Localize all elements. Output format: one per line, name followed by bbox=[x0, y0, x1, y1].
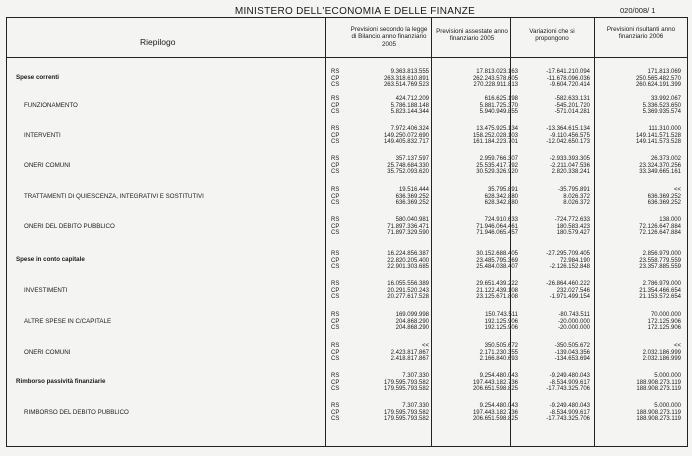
row-code: CP bbox=[331, 132, 340, 139]
value-line: 33.992.067 bbox=[650, 96, 681, 102]
value-line: -8.534.909.617 bbox=[549, 379, 590, 386]
row-codes bbox=[331, 126, 345, 146]
value-line: 8.026.372 bbox=[563, 193, 590, 200]
value-line: 23.125.671.808 bbox=[476, 294, 518, 301]
value-line: 19.516.444 bbox=[398, 187, 429, 193]
row-code: RS bbox=[331, 281, 340, 287]
value-cell-c2 bbox=[434, 156, 518, 176]
value-line: 2.418.817.867 bbox=[390, 356, 429, 363]
value-line: << bbox=[673, 343, 681, 349]
value-line: 21.153.572.654 bbox=[639, 294, 681, 301]
row-label: ONERI DEL DEBITO PUBBLICO bbox=[24, 223, 115, 230]
value-cell-c3 bbox=[520, 156, 590, 176]
value-cell-c2 bbox=[434, 69, 518, 89]
value-line: 192.125.906 bbox=[484, 325, 518, 332]
value-line: -9.249.480.043 bbox=[549, 403, 590, 409]
value-line: 17.813.023.163 bbox=[476, 69, 518, 75]
value-line: -9.110.456.575 bbox=[550, 132, 590, 139]
value-line: 149.250.072.690 bbox=[383, 132, 429, 139]
value-line: 2.032.186.999 bbox=[642, 349, 681, 356]
value-line: -134.653.694 bbox=[554, 356, 590, 363]
value-line: -2.211.047.536 bbox=[550, 162, 590, 169]
value-cell-c1 bbox=[346, 312, 429, 332]
value-line: -571.014.281 bbox=[554, 109, 590, 116]
value-line: 72.126.647.884 bbox=[639, 223, 681, 230]
value-line: -13.364.615.134 bbox=[546, 126, 590, 132]
value-cell-c4 bbox=[596, 126, 681, 146]
value-cell-c4 bbox=[596, 281, 681, 301]
value-line: 8.026.372 bbox=[563, 200, 590, 207]
column-header-previsioni-assestate: Previsioni assestate anno finanziario 2005 bbox=[436, 28, 508, 43]
value-cell-c3 bbox=[520, 403, 590, 423]
value-cell-c3 bbox=[520, 69, 590, 89]
value-cell-c1 bbox=[346, 403, 429, 423]
value-line: -8.534.909.617 bbox=[549, 409, 590, 416]
value-line: 263.514.769.523 bbox=[383, 82, 429, 89]
header-divider bbox=[6, 57, 688, 58]
value-line: 206.651.598.825 bbox=[472, 386, 518, 393]
value-line: 188.908.273.119 bbox=[636, 409, 681, 416]
row-code: CS bbox=[331, 200, 340, 207]
value-line: 9.363.813.555 bbox=[390, 69, 429, 75]
value-line: 628.342.880 bbox=[484, 200, 518, 207]
row-label: ONERI COMUNI bbox=[24, 162, 71, 169]
value-line: -1.971.499.154 bbox=[549, 294, 590, 301]
value-line: 232.027.546 bbox=[556, 287, 590, 294]
value-line: 2.856.979.000 bbox=[642, 251, 681, 257]
value-line: 21.122.439.108 bbox=[476, 287, 518, 294]
row-code: RS bbox=[331, 69, 340, 75]
column-divider-1 bbox=[325, 17, 326, 447]
value-line: 149.141.571.528 bbox=[635, 132, 681, 139]
row-codes bbox=[331, 187, 345, 207]
value-line: 197.443.182.736 bbox=[472, 409, 518, 416]
value-line: 30.529.326.920 bbox=[476, 169, 518, 176]
value-line: 171.813.069 bbox=[647, 69, 681, 75]
row-code: CS bbox=[331, 169, 340, 176]
row-code: CS bbox=[331, 386, 340, 393]
row-codes bbox=[331, 251, 345, 271]
value-line: 26.373.002 bbox=[650, 156, 681, 162]
row-label: Spese correnti bbox=[16, 74, 59, 81]
value-line: 616.625.198 bbox=[484, 96, 518, 102]
value-line: -2.126.152.848 bbox=[549, 264, 590, 271]
value-line: 33.349.665.161 bbox=[639, 169, 681, 176]
value-line: 20.277.617.528 bbox=[387, 294, 429, 301]
value-line: 111.310.000 bbox=[648, 126, 681, 132]
value-cell-c1 bbox=[346, 251, 429, 271]
value-cell-c4 bbox=[596, 187, 681, 207]
row-code: CS bbox=[331, 264, 340, 271]
value-line: 270.228.911.813 bbox=[473, 82, 518, 89]
row-code: RS bbox=[331, 126, 340, 132]
value-cell-c3 bbox=[520, 251, 590, 271]
row-codes bbox=[331, 156, 345, 176]
row-code: CS bbox=[331, 82, 340, 89]
value-line: 628.342.880 bbox=[484, 193, 518, 200]
value-line: 188.908.273.119 bbox=[636, 379, 681, 386]
value-line: 158.252.028.103 bbox=[472, 132, 518, 139]
value-line: 5.369.935.574 bbox=[642, 109, 681, 116]
row-code: CP bbox=[331, 379, 340, 386]
value-cell-c1 bbox=[346, 373, 429, 393]
value-line: 636.369.252 bbox=[647, 200, 681, 207]
value-line: 204.868.290 bbox=[395, 325, 429, 332]
row-code: RS bbox=[331, 343, 340, 349]
value-line: -545.201.720 bbox=[554, 102, 590, 109]
value-line: 71.946.064.461 bbox=[476, 223, 518, 230]
value-line: 72.984.190 bbox=[559, 257, 590, 264]
value-cell-c1 bbox=[346, 156, 429, 176]
value-line: 5.786.188.148 bbox=[390, 102, 429, 109]
value-line: 172.125.906 bbox=[647, 325, 681, 332]
value-line: 350.505.672 bbox=[484, 343, 518, 349]
value-line: 21.354.466.654 bbox=[639, 287, 681, 294]
row-codes bbox=[331, 343, 345, 363]
value-line: 22.820.205.400 bbox=[387, 257, 429, 264]
column-divider-4 bbox=[594, 17, 595, 447]
value-cell-c3 bbox=[520, 217, 590, 237]
value-line: 35.752.093.620 bbox=[387, 169, 429, 176]
row-code: CS bbox=[331, 139, 340, 146]
value-line: 2.032.186.999 bbox=[642, 356, 681, 363]
row-code: CS bbox=[331, 325, 340, 332]
value-cell-c1 bbox=[346, 217, 429, 237]
value-line: 204.868.290 bbox=[395, 318, 429, 325]
value-line: 70.000.000 bbox=[650, 312, 681, 318]
row-codes bbox=[331, 96, 345, 116]
row-code: CP bbox=[331, 75, 340, 82]
value-cell-c2 bbox=[434, 281, 518, 301]
value-line: 30.152.688.405 bbox=[476, 251, 518, 257]
row-code: CS bbox=[331, 230, 340, 237]
value-line: 262.243.578.605 bbox=[472, 75, 518, 82]
row-code: CP bbox=[331, 223, 340, 230]
value-line: 580.040.981 bbox=[395, 217, 429, 223]
value-line: 2.171.230.355 bbox=[479, 349, 518, 356]
value-line: -2.933.393.305 bbox=[549, 156, 590, 162]
value-line: 25.748.684.330 bbox=[387, 162, 429, 169]
value-line: 25.484.038.407 bbox=[476, 264, 518, 271]
column-divider-2 bbox=[431, 17, 432, 447]
value-line: -26.864.460.222 bbox=[546, 281, 590, 287]
value-line: 71.946.065.457 bbox=[476, 230, 518, 237]
value-cell-c3 bbox=[520, 96, 590, 116]
value-cell-c2 bbox=[434, 217, 518, 237]
row-label: INVESTIMENTI bbox=[24, 287, 68, 294]
value-line: 25.535.417.792 bbox=[476, 162, 518, 169]
value-line: 23.357.885.559 bbox=[639, 264, 681, 271]
value-line: << bbox=[421, 343, 429, 349]
row-codes bbox=[331, 312, 345, 332]
value-line: -17.743.325.706 bbox=[546, 386, 590, 393]
value-line: 9.254.480.043 bbox=[479, 373, 518, 379]
value-cell-c4 bbox=[596, 69, 681, 89]
page-reference: 020/008/ 1 bbox=[620, 6, 656, 15]
value-cell-c3 bbox=[520, 373, 590, 393]
value-line: 2.820.338.241 bbox=[551, 169, 590, 176]
row-label: Rimborso passività finanziarie bbox=[16, 378, 106, 385]
value-line: -724.772.633 bbox=[554, 217, 590, 223]
value-line: 180.583.423 bbox=[556, 223, 590, 230]
value-line: 260.624.191.399 bbox=[635, 82, 681, 89]
value-line: 161.184.223.701 bbox=[472, 139, 518, 146]
value-line: -350.505.672 bbox=[554, 343, 590, 349]
row-code: RS bbox=[331, 156, 340, 162]
value-line: 179.595.793.582 bbox=[383, 386, 429, 393]
value-line: 188.908.273.119 bbox=[636, 386, 681, 393]
value-cell-c2 bbox=[434, 96, 518, 116]
value-line: 197.443.182.736 bbox=[472, 379, 518, 386]
value-cell-c1 bbox=[346, 343, 429, 363]
row-label: RIMBORSO DEL DEBITO PUBBLICO bbox=[24, 409, 129, 416]
row-code: RS bbox=[331, 312, 340, 318]
row-code: CP bbox=[331, 409, 340, 416]
row-codes bbox=[331, 281, 345, 301]
value-line: 206.651.598.825 bbox=[472, 416, 518, 423]
value-line: 35.795.891 bbox=[487, 187, 518, 193]
row-code: CP bbox=[331, 318, 340, 325]
value-line: -20.000.000 bbox=[557, 318, 590, 325]
value-line: 424.712.209 bbox=[395, 96, 429, 102]
value-line: 138.000 bbox=[659, 217, 681, 223]
value-cell-c2 bbox=[434, 373, 518, 393]
value-line: 150.743.511 bbox=[485, 312, 518, 318]
value-line: 357.137.597 bbox=[395, 156, 429, 162]
value-line: 169.099.998 bbox=[395, 312, 429, 318]
value-line: -582.633.131 bbox=[554, 96, 590, 102]
value-cell-c1 bbox=[346, 96, 429, 116]
value-line: 5.823.144.344 bbox=[390, 109, 429, 116]
value-line: -80.743.511 bbox=[558, 312, 590, 318]
row-code: CP bbox=[331, 193, 340, 200]
value-line: 188.908.273.119 bbox=[636, 416, 681, 423]
value-cell-c4 bbox=[596, 403, 681, 423]
value-line: 250.565.482.570 bbox=[635, 75, 681, 82]
value-line: 23.485.795.369 bbox=[476, 257, 518, 264]
value-line: 179.595.793.582 bbox=[383, 379, 429, 386]
value-cell-c3 bbox=[520, 126, 590, 146]
value-line: 23.324.370.256 bbox=[639, 162, 681, 169]
row-label: FUNZIONAMENTO bbox=[24, 102, 78, 109]
row-codes bbox=[331, 403, 345, 423]
value-cell-c4 bbox=[596, 312, 681, 332]
value-cell-c4 bbox=[596, 343, 681, 363]
value-cell-c3 bbox=[520, 343, 590, 363]
value-line: -20.000.000 bbox=[557, 325, 590, 332]
value-cell-c4 bbox=[596, 156, 681, 176]
value-line: -11.678.096.036 bbox=[546, 75, 590, 82]
value-line: 22.901.303.685 bbox=[387, 264, 429, 271]
value-line: 172.125.906 bbox=[647, 318, 681, 325]
value-line: 16.224.856.387 bbox=[387, 251, 429, 257]
value-line: 180.579.427 bbox=[556, 230, 590, 237]
value-cell-c4 bbox=[596, 373, 681, 393]
value-cell-c3 bbox=[520, 312, 590, 332]
row-label: INTERVENTI bbox=[24, 132, 61, 139]
value-line: -35.795.891 bbox=[557, 187, 590, 193]
row-label: ALTRE SPESE IN C/CAPITALE bbox=[24, 318, 112, 325]
row-code: CP bbox=[331, 102, 340, 109]
value-cell-c4 bbox=[596, 217, 681, 237]
value-line: 29.651.439.222 bbox=[476, 281, 518, 287]
row-code: CS bbox=[331, 109, 340, 116]
value-line: 636.369.252 bbox=[395, 200, 429, 207]
value-line: -9.249.480.043 bbox=[549, 373, 590, 379]
value-cell-c2 bbox=[434, 312, 518, 332]
column-header-variazioni: Variazioni che si propongono bbox=[529, 28, 575, 43]
row-code: RS bbox=[331, 96, 340, 102]
value-line: 2.786.979.000 bbox=[642, 281, 681, 287]
row-codes bbox=[331, 373, 345, 393]
value-line: 636.369.252 bbox=[395, 193, 429, 200]
column-header-previsioni-risultanti: Previsioni risultanti anno finanziario 2006 bbox=[606, 26, 676, 41]
row-code: CS bbox=[331, 416, 340, 423]
value-cell-c1 bbox=[346, 187, 429, 207]
value-line: 5.000.000 bbox=[654, 403, 681, 409]
value-line: 5.000.000 bbox=[654, 373, 681, 379]
value-line: -9.604.720.414 bbox=[549, 82, 590, 89]
value-line: 5.881.725.370 bbox=[479, 102, 518, 109]
value-line: 7.972.406.324 bbox=[390, 126, 429, 132]
row-codes bbox=[331, 217, 345, 237]
value-line: 2.423.817.867 bbox=[390, 349, 429, 356]
value-line: -27.295.709.405 bbox=[546, 251, 590, 257]
value-line: 724.910.633 bbox=[484, 217, 518, 223]
value-cell-c2 bbox=[434, 251, 518, 271]
row-code: CS bbox=[331, 356, 340, 363]
value-line: 5.940.949.855 bbox=[479, 109, 518, 116]
value-line: 71.897.336.471 bbox=[387, 223, 429, 230]
row-label: TRATTAMENTI DI QUIESCENZA, INTEGRATIVI E SOSTITUTIVI bbox=[24, 193, 204, 200]
row-label: ONERI COMUNI bbox=[24, 349, 71, 356]
value-line: 2.166.840.693 bbox=[479, 356, 518, 363]
value-cell-c2 bbox=[434, 126, 518, 146]
value-line: 16.055.556.389 bbox=[387, 281, 429, 287]
row-code: CP bbox=[331, 162, 340, 169]
value-line: 72.126.647.884 bbox=[639, 230, 681, 237]
value-cell-c1 bbox=[346, 281, 429, 301]
value-cell-c2 bbox=[434, 403, 518, 423]
value-line: 9.254.480.043 bbox=[479, 403, 518, 409]
value-line: -17.743.325.706 bbox=[546, 416, 590, 423]
row-code: RS bbox=[331, 187, 340, 193]
row-code: RS bbox=[331, 251, 340, 257]
riepilogo-header: Riepilogo bbox=[140, 37, 176, 47]
value-line: -139.043.356 bbox=[554, 349, 590, 356]
value-line: 20.291.520.243 bbox=[387, 287, 429, 294]
column-header-previsioni-legge: Previsioni secondo la legge di Bilancio anno finanziario 2005 bbox=[350, 26, 428, 48]
row-code: RS bbox=[331, 373, 340, 379]
value-line: 179.595.793.582 bbox=[383, 416, 429, 423]
row-code: CS bbox=[331, 294, 340, 301]
value-cell-c2 bbox=[434, 343, 518, 363]
row-label: Spese in conto capitale bbox=[16, 256, 85, 263]
value-line: 5.336.523.650 bbox=[642, 102, 681, 109]
value-line: 179.595.793.582 bbox=[383, 409, 429, 416]
value-cell-c1 bbox=[346, 69, 429, 89]
value-line: -12.042.650.173 bbox=[546, 139, 590, 146]
value-line: 263.318.610.891 bbox=[383, 75, 429, 82]
value-line: -17.641.210.094 bbox=[546, 69, 590, 75]
value-line: 192.125.906 bbox=[484, 318, 518, 325]
row-code: CP bbox=[331, 257, 340, 264]
page-title: MINISTERO DELL'ECONOMIA E DELLE FINANZE bbox=[234, 6, 476, 17]
value-line: 149.141.573.528 bbox=[635, 139, 681, 146]
value-line: 13.475.925.134 bbox=[476, 126, 518, 132]
value-line: 7.307.330 bbox=[402, 373, 429, 379]
value-line: 7.307.330 bbox=[402, 403, 429, 409]
value-line: 636.369.252 bbox=[647, 193, 681, 200]
value-cell-c2 bbox=[434, 187, 518, 207]
row-code: RS bbox=[331, 403, 340, 409]
row-code: RS bbox=[331, 217, 340, 223]
value-line: 2.959.766.307 bbox=[479, 156, 518, 162]
value-line: 23.558.779.559 bbox=[639, 257, 681, 264]
value-cell-c3 bbox=[520, 187, 590, 207]
value-line: << bbox=[673, 187, 681, 193]
value-cell-c1 bbox=[346, 126, 429, 146]
value-cell-c3 bbox=[520, 281, 590, 301]
value-line: 149.405.832.717 bbox=[383, 139, 429, 146]
row-codes bbox=[331, 69, 345, 89]
value-cell-c4 bbox=[596, 251, 681, 271]
row-code: CP bbox=[331, 349, 340, 356]
value-cell-c4 bbox=[596, 96, 681, 116]
value-line: 71.897.329.590 bbox=[387, 230, 429, 237]
row-code: CP bbox=[331, 287, 340, 294]
